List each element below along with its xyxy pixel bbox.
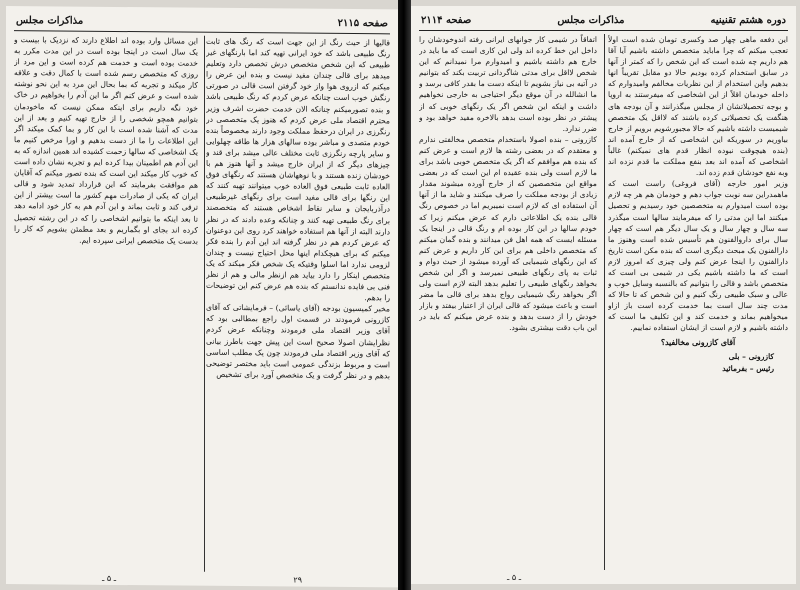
right-page (411, 6, 796, 584)
paragraph: کازرونی – بنده اصولا باستخدام متخصص مخالفتی ندارم و معتقدم که در بعضی رشته ها لازم است و عرض کنم که بنده هم موافقم که اگر یک متخصص خوبی باشد برای ما لازم است ولی بنده عقیده ام این است که در بعضی مواقع این متخصصین که از خارج آورده میشوند مقدار زیادی از بودجه مملکت را صرف میکنند و شاید ما از آنها آن استفاده ای که لازم است نمیبریم اما در خصوص رنگ قالی بنده یک اطلاعاتی دارم که عرض میکنم زیرا که خودم سالها در این کار بوده ام و رنگ قالی در اینجا یک مسئله ایست که همه اهل فن میدانند و بنده گمان میکنم که متخصص داخلی هم برای این کار داریم و عرض کنم که این رنگهای شیمیایی که آورده میشود از حیث دوام و ثبات به پای رنگهای طبیعی نمیرسد و اگر این شخص بخواهد رنگهای طبیعی را تعلیم بدهد البته لازم است ولی اگر بخواهد رنگ شیمیایی رواج بدهد برای قالی ما مضر است و باعث میشود که قالی ایران از اعتبار بیفتد و بازار خودش را از دست بدهد و بنده عرض میکنم که باید در این باب دقت بیشتری بشود. (419, 134, 597, 333)
header-rule (419, 30, 788, 31)
left-page-title: مذاکرات مجلس (16, 14, 84, 27)
right-page-header (421, 12, 786, 28)
paragraph: وزیر امور خارجه (آقای فروغی) راست است که ماهمدراین سه نوبت جواب دهم و خودمان هم هر چه لازم بوده است امیدوارم به متخصصین خود رسیدیم و تحصیل میکنند اما این مدتی را که میفرمایند سالها است میگذرد سه سال و چهار سال و یک سال دیگر هم است که چهار سال برای داروالفنون هم تأسیس شده است وهنوز ما دارالفنون یک مبحث دیگری است که بنده مکن است تاریخ دارالفنون را اینجا عرض کنم ولی چیزی که امروز لازم است که ما داشته باشیم یکی در شیمی بی است که متخصص باشد و قالی را بتوانیم که بالنسبه وسایل خوب و عالی و سبک طبیعی رنگ کنیم و این شخص که تا حالا که مدت چند سال است بما خدمت کرده است باز ازاو میخواهیم بماند و خدمت کند و این تکلیف ما است که داشته باشیم و لازم است از ایشان استفاده نماییم. (608, 179, 788, 333)
left-page-number-label: صفحه ۲۱۱۵ (337, 17, 388, 29)
right-page-title: مذاکرات مجلس (557, 14, 625, 26)
paragraph: مخبر کمیسیون بودجه (آقای یاسائی) – فرمایشاتی که آقای کازرونی فرمودند در قسمت اول راجع بمطالبی بود که آقای وزیر اقتصاد ملی فرمودند وچنانکه عرض کردم نظرایشان اصولا صحیح است این پیش جهت باطرز بیانی که آقای وزیر اقتصاد ملی فرمودند چون یک مطلب اساسی است و مربوط بزندگی عمومی است باید مختصر توضیحی بدهم و در نظر گرفت و یک متخصص آورد برای تشخیص (206, 302, 390, 381)
left-page-column-1 (206, 36, 390, 572)
dialog-line: کازرونی – بلی (728, 351, 774, 361)
left-page-folio: ـ ۵ ـ (102, 573, 117, 583)
left-page-header (16, 12, 388, 31)
paragraph: این مسائل وارد بوده اند اطلاع دارند که نزدیک با بیست و یک سال است در اینجا بوده است در این مدت مکرر به خدمت بوده است و خدمت هم کرده است و این مرد از روزی که متخصص رسم شده است با کمال دقت و علاقه کار میکند و تجربه که بما بحال این مرد به این نحو نوشته شده است و عرض کنم اگر ما این آدم را بخواهیم در خاک خود نگه داریم برای اینکه ممکن نیست که ماخودمان بتوانیم همچو شخصی را از خارج تهیه کنیم و بعد از این مدت که آشنا شده است با این کار و بما کمک میکند اگر این اطلاعات را ما از دست بدهیم و اورا مرخص کنیم ما یک اشخاصی که سالها زحمت کشیده اند همین اندازه که به این آدم هم اطمینان بیدا کرده ایم و تجربه نشان داده است که خوب کار میکند این است که بنده تصور میکنم که آقایان هم موافقت بفرمایند که این قرارداد تمدید شود و قالی ایران که یکی از صادرات مهم کشور ما است بیشتر از این ترقی کند و ثابت بماند و این آدم هم به کار خود ادامه دهد تا بعد اینکه ما بتوانیم اشخاصی را که در این رشته تحصیل کرده اند بجای او بگماریم و بعد مطمئن بشویم که کار را بدست یک متخصص ایرانی سپرده ایم. (14, 35, 198, 246)
right-page-column-2 (419, 34, 597, 568)
right-page-session: دوره هشتم تقنینیه (710, 14, 786, 26)
column-divider (604, 34, 605, 570)
dialog-line: رئیس – بفرمائید (722, 363, 774, 373)
left-page (6, 6, 398, 587)
right-page-number-label: صفحه ۲۱۱۴ (421, 14, 472, 26)
dialog-line: آقای کازرونی مخالفید؟ (660, 337, 736, 347)
left-page-number: ۲۹ (293, 575, 302, 585)
paragraph: این دفعه ماهی چهار صد وکسری تومان شده است اولاً تعجب میکنم که چرا ماباید متخصص داشته باشیم آیا آقا هم داریم چه شده است که این شخص را که کمتر از آنها در سابق استخدام کرده بودیم حالا دو مقابل تقریباً انها بدهیم واین استخدام از این نظریات مخالفم وامیدوارم که داخله خودمان اقلاً از این اشخاصی که میفرستند به اروپا و بوجه تحصیلاتشان از مجلس میگذرانند و آن بودجه های هنگفت یک تحصیلاتی کرده باشند که لااقل یک متخصص شیمیست داشته باشیم که حالا مجبورشویم برویم از خارج بیاوریم در سوریکه این اشخاصی که از خارج آمده اند (بنده هیچوقت نبوده انظار قدم های نمیکنم) غالباً اشخاصی که آمده اند بعد بنفع مملکت ما قدم نزده اند وبه نفع خودشان قدم زده اند. (608, 35, 788, 178)
left-page-column-2 (14, 34, 198, 570)
paragraph: قالیها از حیث رنگ از این جهت است که رنگ های ثابت رنگ طبیعی باشد که خود ایرانی تهیه کند اما بارنگهای غیر طبیعی که این شخص متخصص درش تخصص دارد وتعلیم میدهد برای قالی چندان مفید نیست و بنده این عرض را میکنم که ازروی هوا واز خود گرفتن است قالی در صورتی رنگش خوب است چنانکه عرض کردم که رنگ طبیعی باشد و بنده تصورمیکنم چنانکه الان خدمت حضرت اشرف وزیر محترم اقتصاد ملی عرض کردم که هنوز یک متخصصی در رنگرزی در ایران درحفظ مملکت وجود دارند مخصوصاً بنده خودم متصدی و مباشر بوده سالهای هزار ها طاقه چهلوایی و سایر پارچه رنگرزی ثابت مختلف عالی میشد برای قند و چیزهای دیگر که از ایران خارج میشد و آنها هنوز هم با خودشان زنده هستند و با نوههاشان هستند که رنگهای فوق العاده ثابت طبیعی فوق العاده خوب میتوانند تهیه کنند که این رنگها برای قالی مفید است برای رنگهای غیرطبیعی درآذربایجان و سایر نقاط اشخاص هستند که متخصصند برای رنگ طبیعی تهیه کنند و چنانکه وعده دادند که در نظر دارند البته از آنها هم استفاده خواهند کرد روی این دوعنوان که عرض کردم هم در نظر گرفته اند این آدم را بنده فکر میکنم که برای هیچکدام اینها محل احتیاج نیست و چندان لزومی ندارد اما اسلوا وقتیکه یک شخص فکر میکند که یک متخصص اینکار را دارد بیاید هم ازنظر مالی و هم از نظر فنی بی فایده ندانستم که بنده هم عرض کنم این توضیحات را بدهم. (206, 36, 390, 303)
column-divider (204, 36, 205, 572)
book-spine-gutter (398, 0, 411, 590)
right-page-folio: ـ ۵ ـ (507, 573, 522, 582)
paragraph: اتفاقاً در شیمی کار جوانهای ایرانی رفته اندوخودشان را داخل این خط کرده اند ولی این کاری است که ما باید در خارج هم داشته باشیم و امیدوارم مرا نمیدانم که این شخص لااقل برای مدتی شاگردانی تربیت بکند که بتوانیم در آتیه بی نیاز بشویم تا اینکه دست ما بقدر کافی برسد و ما انشالله در آن موقع دیگر احتیاجی به خارجی نخواهیم داشت و اینکه این شخص اگر یک رنگهای خوبی که از پیشتر در نظر بوده است بدهد بالاخره مفید خواهد بود و ضرر ندارد. (419, 35, 597, 133)
right-page-column-1 (608, 34, 788, 568)
